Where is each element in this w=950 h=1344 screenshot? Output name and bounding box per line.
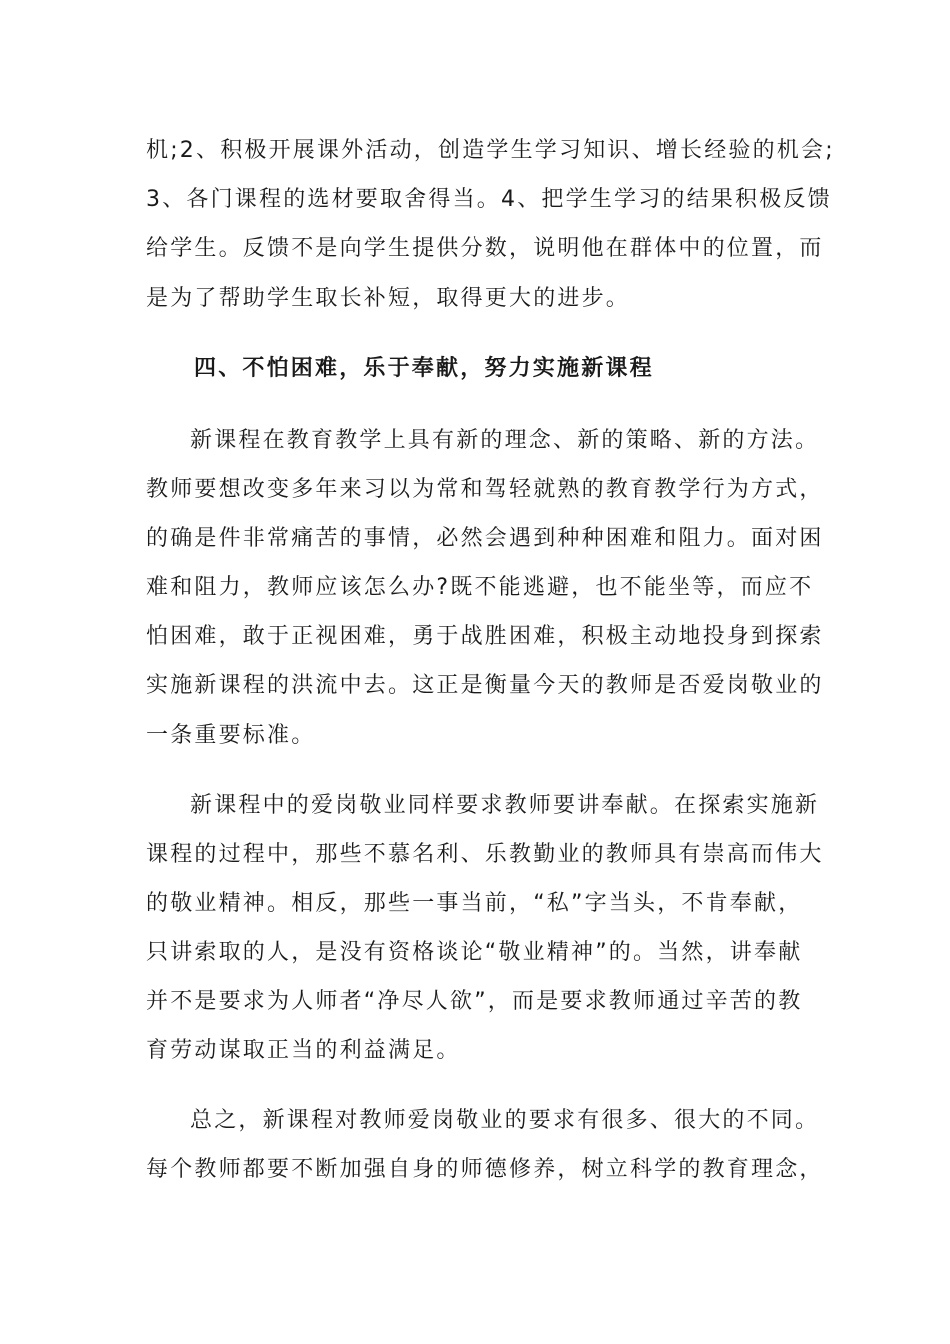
paragraph-2-line-6: 实施新课程的洪流中去。这正是衡量今天的教师是否爱岗敬业的 [146, 673, 824, 698]
paragraph-1-line-1: 机;2、积极开展课外活动，创造学生学习知识、增长经验的机会; [146, 138, 835, 163]
paragraph-3-line-3: 的敬业精神。相反，那些一事当前，“私”字当头，不肯奉献， [146, 891, 803, 916]
paragraph-4-line-1: 总之，新课程对教师爱岗敬业的要求有很多、很大的不同。 [190, 1108, 820, 1133]
section-heading: 四、不怕困难，乐于奉献，努力实施新课程 [194, 356, 654, 381]
paragraph-3-line-1: 新课程中的爱岗敬业同样要求教师要讲奉献。在探索实施新 [190, 793, 820, 818]
paragraph-1-line-3: 给学生。反馈不是向学生提供分数，说明他在群体中的位置，而 [146, 236, 824, 261]
paragraph-2-line-4: 难和阻力，教师应该怎么办?既不能逃避，也不能坐等，而应不 [146, 575, 814, 600]
paragraph-1-line-4: 是为了帮助学生取长补短，取得更大的进步。 [146, 286, 631, 311]
paragraph-4-line-2: 每个教师都要不断加强自身的师德修养，树立科学的教育理念， [146, 1157, 824, 1182]
paragraph-3-line-5: 并不是要求为人师者“净尽人欲”，而是要求教师通过辛苦的教 [146, 989, 803, 1014]
paragraph-2-line-5: 怕困难，敢于正视困难，勇于战胜困难，积极主动地投身到探索 [146, 624, 824, 649]
paragraph-2-line-1: 新课程在教育教学上具有新的理念、新的策略、新的方法。 [190, 428, 820, 453]
paragraph-3-line-4: 只讲索取的人，是没有资格谈论“敬业精神”的。当然，讲奉献 [146, 940, 803, 965]
paragraph-3-line-6: 育劳动谋取正当的利益满足。 [146, 1038, 461, 1063]
paragraph-2-line-3: 的确是件非常痛苦的事情，必然会遇到种种困难和阻力。面对困 [146, 526, 824, 551]
paragraph-1-line-2: 3、各门课程的选材要取舍得当。4、把学生学习的结果积极反馈 [146, 187, 832, 212]
paragraph-2-line-7: 一条重要标准。 [146, 723, 316, 748]
paragraph-3-line-2: 课程的过程中，那些不慕名利、乐教勤业的教师具有崇高而伟大 [146, 842, 824, 867]
paragraph-2-line-2: 教师要想改变多年来习以为常和驾轻就熟的教育教学行为方式， [146, 477, 824, 502]
